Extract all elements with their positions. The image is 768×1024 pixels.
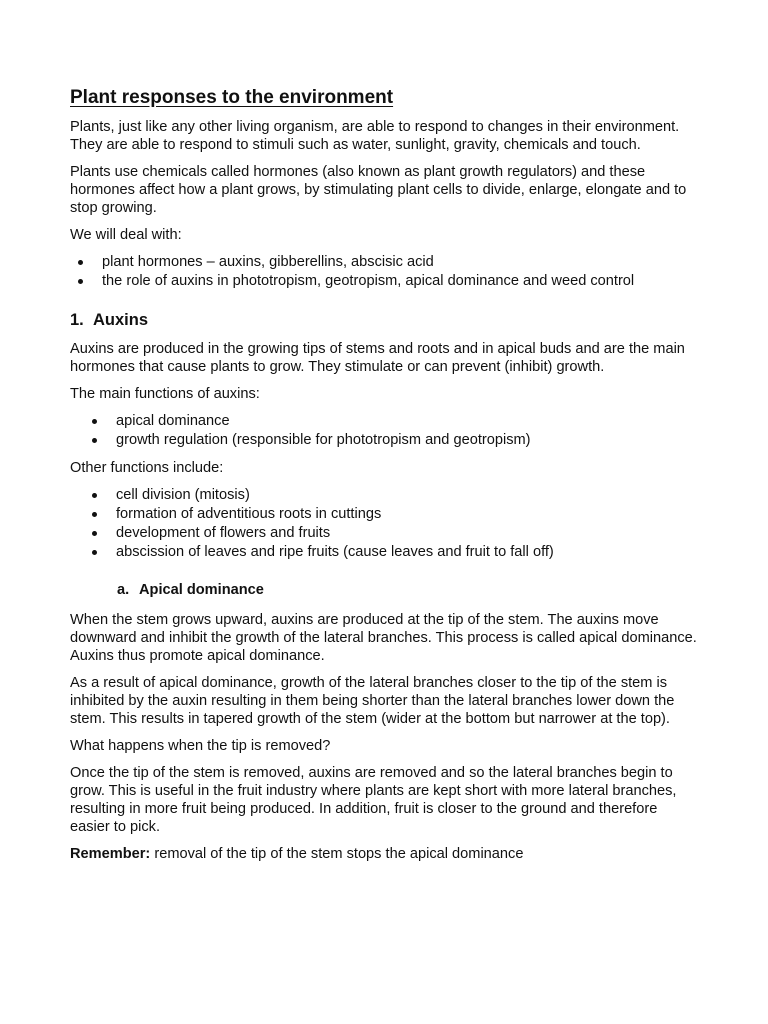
list-item: development of flowers and fruits	[70, 524, 698, 543]
page-title: Plant responses to the environment	[70, 87, 394, 108]
section-heading-auxins	[70, 309, 698, 331]
list-item: abscission of leaves and ripe fruits (cause leaves and fruit to fall off)	[70, 543, 698, 562]
list-item: cell division (mitosis)	[70, 486, 698, 505]
remember-note	[70, 845, 698, 863]
intro-paragraph-3: We will deal with:	[70, 227, 182, 243]
list-item: growth regulation (responsible for phototropism and geotropism)	[70, 431, 698, 450]
main-functions-list	[70, 412, 698, 450]
other-functions-list	[70, 486, 698, 562]
apical-paragraph-2: As a result of apical dominance, growth of the lateral branches closer to the tip of the stem is inhibited by the auxin resulting in them being shorter than the lateral branches lower down the stem. This results in tapered growth of the stem (wider at the bottom but narrower at the top).	[70, 675, 675, 727]
intro-paragraph-2: Plants use chemicals called hormones (also known as plant growth regulators) and these hormones affect how a plant grows, by stimulating plant cells to divide, enlarge, elongate and to stop growing.	[70, 164, 687, 216]
subsection-heading-apical-dominance	[117, 580, 698, 600]
section-heading-text: Auxins	[93, 311, 149, 329]
remember-label: Remember:	[70, 846, 151, 862]
auxins-paragraph: Auxins are produced in the growing tips of stems and roots and in apical buds and are the main hormones that cause plants to grow. They stimulate or can prevent (inhibit) growth.	[70, 341, 685, 375]
subsection-letter: a.	[117, 582, 130, 598]
section-number: 1.	[70, 311, 84, 329]
list-item: apical dominance	[70, 412, 698, 431]
intro-paragraph-1: Plants, just like any other living organism, are able to respond to changes in their environment. They are able to respond to stimuli such as water, sunlight, gravity, chemicals and touch.	[70, 119, 680, 153]
apical-question: What happens when the tip is removed?	[70, 738, 331, 754]
subsection-heading-text: Apical dominance	[139, 582, 264, 598]
remember-text: removal of the tip of the stem stops the apical dominance	[150, 846, 524, 862]
main-functions-intro: The main functions of auxins:	[70, 386, 260, 402]
list-item: plant hormones – auxins, gibberellins, abscisic acid	[70, 253, 698, 272]
list-item: formation of adventitious roots in cuttings	[70, 505, 698, 524]
apical-paragraph-1: When the stem grows upward, auxins are produced at the tip of the stem. The auxins move downward and inhibit the growth of the lateral branches. This process is called apical dominance. Auxins thus promote apical dominance.	[70, 612, 697, 664]
apical-paragraph-3: Once the tip of the stem is removed, auxins are removed and so the lateral branches begin to grow. This is useful in the fruit industry where plants are kept short with more lateral branches, resulting in more fruit being produced. In addition, fruit is closer to the ground and therefore easier to pick.	[70, 765, 677, 835]
deal-with-list	[70, 253, 698, 291]
other-functions-intro: Other functions include:	[70, 460, 224, 476]
list-item: the role of auxins in phototropism, geotropism, apical dominance and weed control	[70, 272, 698, 291]
